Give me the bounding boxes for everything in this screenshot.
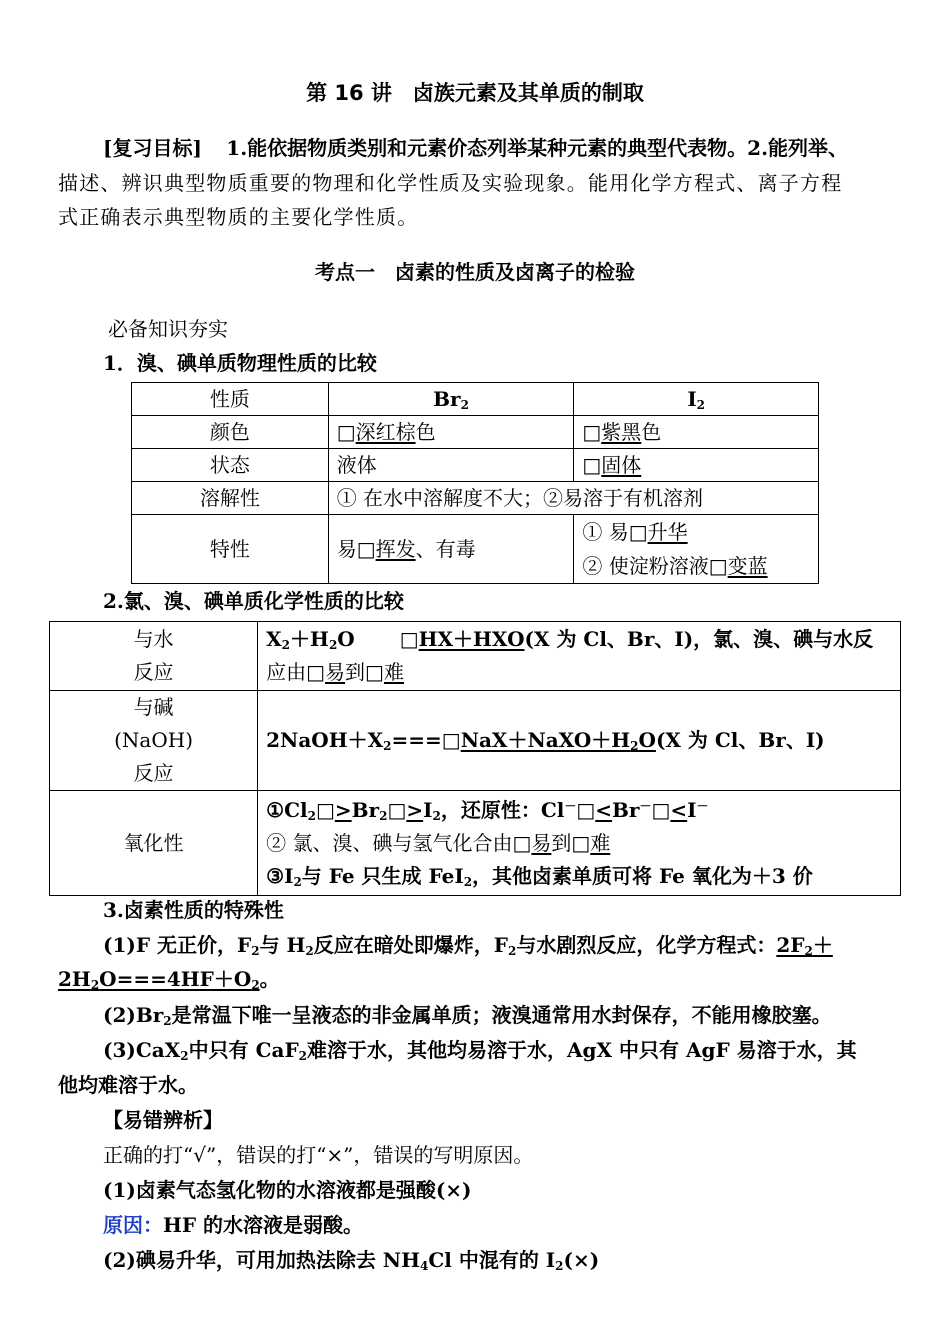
essentials-heading: 必备知识夯实 [108, 317, 228, 341]
table-row [50, 791, 901, 896]
objectives-line-3: 式正确表示典型物质的主要化学性质。 [58, 205, 419, 229]
header-i2: $I_2$ [574, 383, 819, 416]
objectives-line-2: 描述、辨识典型物质重要的物理和化学性质及实验现象。能用化学方程式、离子方程 [58, 171, 843, 195]
special-2: $(2)Br_2$是常温下唯一呈液态的非金属单质；液溴通常用水封保存，不能用橡胶塞。 [103, 1003, 832, 1028]
header-property: 性质 [132, 383, 329, 416]
row-label-state: 状态 [132, 449, 329, 482]
row-label-water: 与水 反应 [50, 622, 258, 691]
error-analysis-intro: 正确的打“√”，错误的打“×”，错误的写明原因。 [103, 1143, 534, 1167]
table-row [50, 691, 901, 791]
row-label-solubility: 溶解性 [132, 482, 329, 515]
subsection-2-title: 2.氯、溴、碘单质化学性质的比较 [103, 589, 404, 613]
cell-base-reaction: $2NaOH+X_2===□NaX+NaXO+H_2O(X$ 为 Cl、Br、I) [258, 691, 901, 791]
cell-state-i2: □固体 [574, 449, 819, 482]
objectives-label: [复习目标] [103, 136, 202, 160]
cell-water-reaction: $X_2+H_2O$ □HX＋HXO(X 为 Cl、Br、I)，氯、溴、碘与水反 应由□易到□难 [258, 622, 901, 691]
row-label-special: 特性 [132, 515, 329, 584]
section-title: 考点一 卤素的性质及卤离子的检验 [315, 260, 635, 284]
question-2: (2)碘易升华，可用加热法除去 $NH_4Cl$ 中混有的 $I_2(\times)$ [103, 1248, 600, 1273]
table-row [132, 482, 819, 515]
question-1: (1)卤素气态氢化物的水溶液都是强酸(×) [103, 1178, 472, 1202]
chemical-properties-table [49, 621, 901, 896]
subsection-1-title: 1．溴、碘单质物理性质的比较 [103, 351, 377, 375]
special-3-line-1: (3)CaX$_2$中只有 CaF$_2$难溶于水，其他均易溶于水，AgX 中只有 AgF 易溶于水，其 [103, 1038, 857, 1063]
cell-color-i2: □紫黑色 [574, 416, 819, 449]
error-analysis-title: 【易错辨析】 [103, 1108, 223, 1132]
special-1-line-1: (1)F 无正价，$F_2$与 $H_2$反应在暗处即爆炸，$F_2$与水剧烈反应，化学方程式：$2F_2+$ [103, 933, 833, 958]
special-3-line-2: 他均难溶于水。 [58, 1073, 198, 1097]
table-row [132, 449, 819, 482]
table-row [132, 416, 819, 449]
row-label-base: 与碱 (NaOH) 反应 [50, 691, 258, 791]
table-row [132, 383, 819, 416]
cell-color-br2: □深红棕色 [328, 416, 574, 449]
cell-special-i2: ① 易□升华 ② 使淀粉溶液□变蓝 [574, 515, 819, 584]
header-br2: $Br_2$ [328, 383, 574, 416]
objectives-text-1: 1.能依据物质类别和元素价态列举某种元素的典型代表物。2.能列举、 [226, 136, 849, 160]
page-title: 第 16 讲 卤族元素及其单质的制取 [306, 81, 644, 105]
special-1-line-2: $2H_2O===4HF+O_2$。 [58, 967, 280, 992]
cell-oxidation: $①Cl_2□>Br_2□>I_2$，还原性：Cl－□<Br－□<I－ ② 氯、溴、碘与氢气化合由□易到□难 $③I_2$与 Fe 只生成 FeI$_2$，其他卤素单质可将 Fe 氧化为＋3 价 [258, 791, 901, 896]
table-row [132, 515, 819, 584]
subsection-3-title: 3.卤素性质的特殊性 [103, 898, 284, 922]
physical-properties-table [131, 382, 819, 584]
row-label-color: 颜色 [132, 416, 329, 449]
cell-state-br2: 液体 [328, 449, 574, 482]
row-label-oxidation: 氧化性 [50, 791, 258, 896]
cell-solubility: ① 在水中溶解度不大；②易溶于有机溶剂 [328, 482, 818, 515]
cell-special-br2: 易□挥发、有毒 [328, 515, 574, 584]
objectives-line-1 [103, 133, 848, 163]
question-1-reason: 原因：HF 的水溶液是弱酸。 [103, 1213, 364, 1237]
table-row [50, 622, 901, 691]
reason-label: 原因： [103, 1213, 163, 1237]
